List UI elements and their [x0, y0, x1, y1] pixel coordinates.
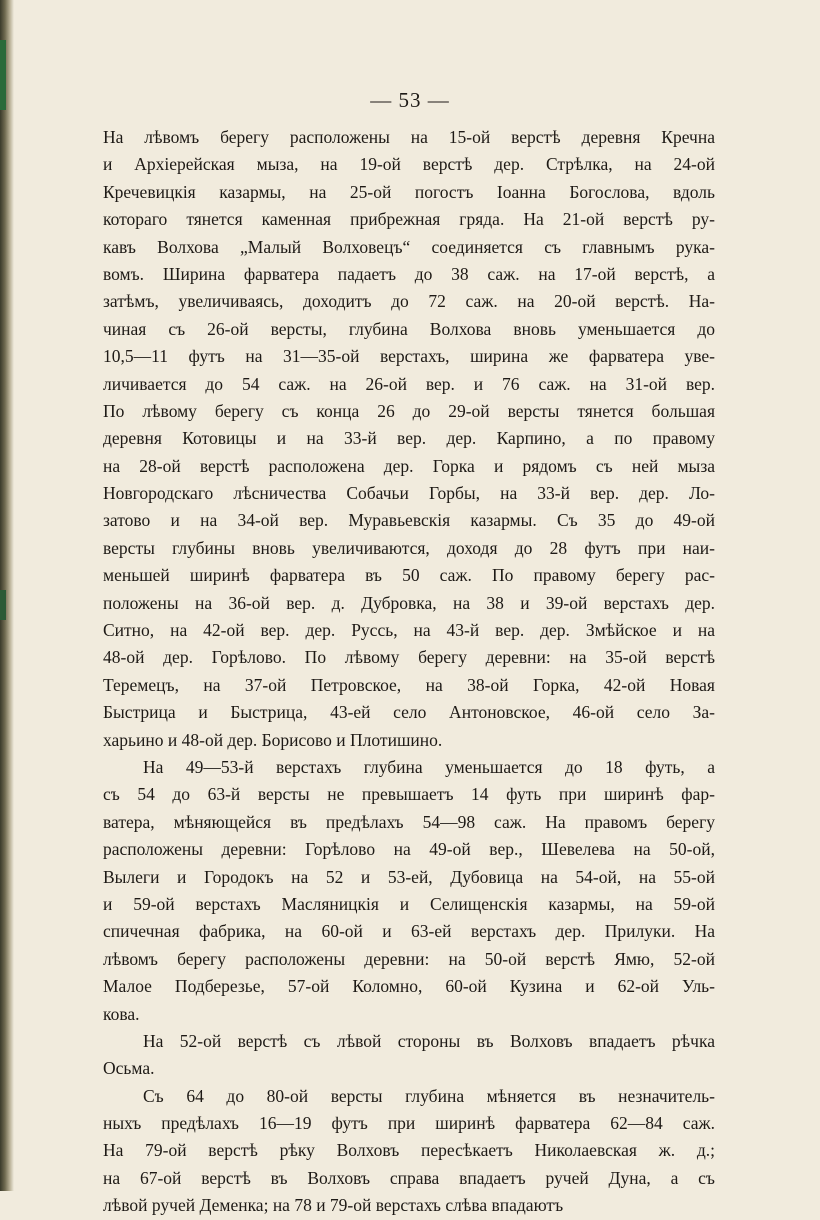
text-line: ватера, мѣняющейся въ предѣлахъ 54—98 саж. На правомъ берегу	[103, 811, 715, 832]
text-line: На 49—53-й верстахъ глубина уменьшается до 18 футь, а	[143, 756, 715, 777]
text-line: версты глубины вновь увеличиваются, доходя до 28 футъ при наи-	[103, 537, 715, 558]
text-line: На 79-ой верстѣ рѣку Волховъ пересѣкаетъ Николаевская ж. д.;	[103, 1140, 715, 1161]
text-line: кавъ Волхова „Малый Волховецъ“ соединяется съ главнымъ рука-	[103, 236, 715, 257]
text-line: Новгородскаго лѣсничества Собачьи Горбы, на 33-й вер. дер. Ло-	[103, 483, 715, 504]
text-line: харьино и 48-ой дер. Борисово и Плотишино.	[103, 729, 443, 750]
text-line: личивается до 54 саж. на 26-ой вер. и 76 саж. на 31-ой вер.	[103, 373, 715, 394]
text-line: съ 54 до 63-й версты не превышаетъ 14 футь при ширинѣ фар-	[103, 784, 715, 805]
text-line: кова.	[103, 1003, 140, 1024]
text-line: Кречевицкія казармы, на 25-ой погостъ Іоанна Богослова, вдоль	[103, 181, 715, 202]
body-text	[103, 124, 715, 1220]
text-line: Малое Подберезье, 57-ой Коломно, 60-ой Кузина и 62-ой Уль-	[103, 976, 715, 997]
text-line: чиная съ 26-ой версты, глубина Волхова вновь уменьшается до	[103, 318, 715, 339]
text-line: и 59-ой верстахъ Масляницкія и Селищенскія казармы, на 59-ой	[103, 893, 715, 914]
text-line: Быстрица и Быстрица, 43-ей село Антоновское, 46-ой село За-	[103, 702, 715, 723]
binding-edge-mark	[0, 590, 6, 620]
text-line: ныхъ предѣлахъ 16—19 футъ при ширинѣ фарватера 62—84 саж.	[103, 1113, 715, 1134]
text-line: вомъ. Ширина фарватера падаетъ до 38 саж. на 17-ой верстѣ, а	[103, 263, 715, 284]
text-line: и Архіерейская мыза, на 19-ой верстѣ дер. Стрѣлка, на 24-ой	[103, 154, 715, 175]
text-line: По лѣвому берегу съ конца 26 до 29-ой версты тянется большая	[103, 400, 715, 421]
text-line: положены на 36-ой вер. д. Дубровка, на 38 и 39-ой верстахъ дер.	[103, 592, 715, 613]
text-line: затово и на 34-ой вер. Муравьевскія казармы. Съ 35 до 49-ой	[103, 510, 715, 531]
text-line: котораго тянется каменная прибрежная гряда. На 21-ой верстѣ ру-	[103, 209, 715, 230]
text-line: затѣмъ, увеличиваясь, доходитъ до 72 саж. на 20-ой верстѣ. На-	[103, 291, 715, 312]
text-line: На 52-ой верстѣ съ лѣвой стороны въ Волховъ впадаетъ рѣчка	[143, 1030, 715, 1051]
text-line: Ситно, на 42-ой вер. дер. Руссь, на 43-й вер. дер. Змѣйское и на	[103, 620, 715, 641]
text-line: Съ 64 до 80-ой версты глубина мѣняется въ незначитель-	[143, 1085, 715, 1106]
text-line: спичечная фабрика, на 60-ой и 63-ей верстахъ дер. Прилуки. На	[103, 921, 715, 942]
text-line: Осьма.	[103, 1058, 155, 1079]
page-number: — 53 —	[370, 88, 450, 112]
text-line: 10,5—11 футъ на 31—35-ой верстахъ, ширина же фарватера уве-	[103, 346, 715, 367]
text-line: Теремецъ, на 37-ой Петровское, на 38-ой Горка, 42-ой Новая	[103, 674, 715, 695]
text-line: лѣвомъ берегу расположены деревни: на 50-ой верстѣ Ямю, 52-ой	[103, 948, 715, 969]
text-line: 48-ой дер. Горѣлово. По лѣвому берегу деревни: на 35-ой верстѣ	[103, 647, 715, 668]
text-line: на 67-ой верстѣ въ Волховъ справа впадаетъ ручей Дуна, а съ	[103, 1167, 715, 1188]
text-line: На лѣвомъ берегу расположены на 15-ой верстѣ деревня Кречна	[103, 127, 715, 147]
text-line: на 28-ой верстѣ расположена дер. Горка и рядомъ съ ней мыза	[103, 455, 715, 476]
text-line: Вылеги и Городокъ на 52 и 53-ей, Дубовица на 54-ой, на 55-ой	[103, 866, 715, 887]
text-line: меньшей ширинѣ фарватера въ 50 саж. По правому берегу рас-	[103, 565, 715, 586]
text-line: лѣвой ручей Деменка; на 78 и 79-ой верстахъ слѣва впадаютъ	[103, 1195, 564, 1216]
text-line: расположены деревни: Горѣлово на 49-ой вер., Шевелева на 50-ой,	[103, 839, 715, 860]
text-line: деревня Котовицы и на 33-й вер. дер. Карпино, а по правому	[103, 428, 715, 449]
